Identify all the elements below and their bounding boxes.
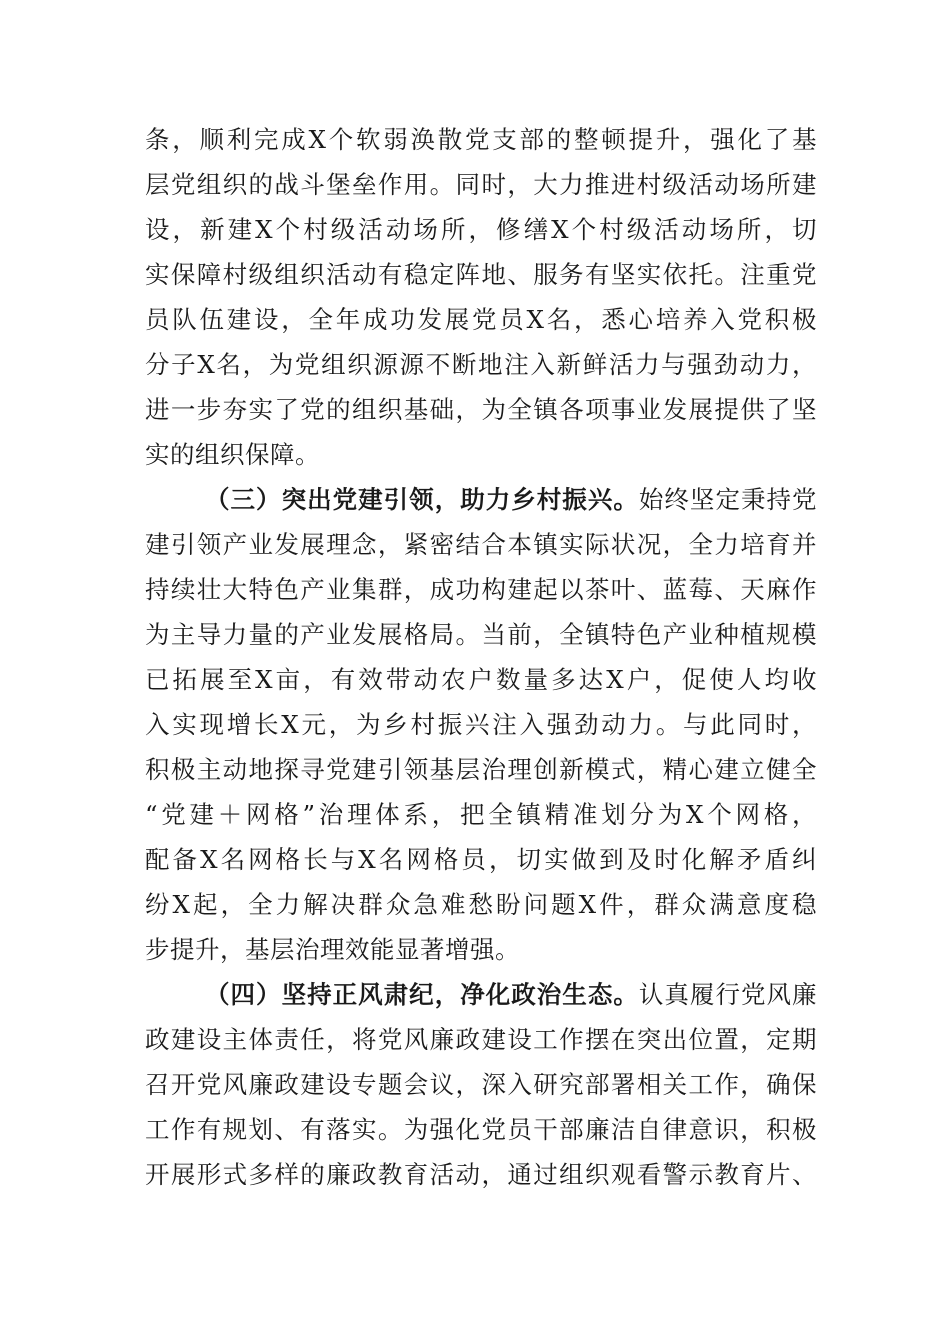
text-line: 开展形式多样的廉政教育活动，通过组织观看警示教育片、 bbox=[145, 1160, 817, 1189]
text-line: “党建＋网格”治理体系，把全镇精准划分为X个网格， bbox=[145, 800, 817, 829]
paragraph-1 bbox=[145, 117, 817, 477]
text-line: 实保障村级组织活动有稳定阵地、服务有坚实依托。注重党 bbox=[145, 260, 817, 289]
text-line: 入实现增长X元，为乡村振兴注入强劲动力。与此同时， bbox=[145, 710, 817, 739]
text-line: 步提升，基层治理效能显著增强。 bbox=[145, 935, 520, 964]
text-line: 条，顺利完成X个软弱涣散党支部的整顿提升，强化了基 bbox=[145, 125, 817, 154]
text-line: 实的组织保障。 bbox=[145, 440, 320, 469]
section-heading-4: （四）坚持正风肃纪，净化政治生态。 bbox=[205, 980, 639, 1009]
text-line: 工作有规划、有落实。为强化党员干部廉洁自律意识，积极 bbox=[145, 1115, 817, 1144]
text-line: 纷X起，全力解决群众急难愁盼问题X件，群众满意度稳 bbox=[145, 890, 817, 919]
text-line: 持续壮大特色产业集群，成功构建起以茶叶、蓝莓、天麻作 bbox=[145, 575, 817, 604]
text-run: 认真履行党风廉 bbox=[638, 980, 818, 1009]
text-line: 建引领产业发展理念，紧密结合本镇实际状况，全力培育并 bbox=[145, 530, 817, 559]
text-line: 为主导力量的产业发展格局。当前，全镇特色产业种植规模 bbox=[145, 620, 817, 649]
paragraph-first-line bbox=[145, 972, 817, 1017]
paragraph-2 bbox=[145, 477, 817, 972]
text-line: 积极主动地探寻党建引领基层治理创新模式，精心建立健全 bbox=[145, 755, 817, 784]
text-line: 配备X名网格长与X名网格员，切实做到及时化解矛盾纠 bbox=[145, 845, 817, 874]
text-line: 进一步夯实了党的组织基础，为全镇各项事业发展提供了坚 bbox=[145, 395, 817, 424]
text-line: 已拓展至X亩，有效带动农户数量多达X户，促使人均收 bbox=[145, 665, 817, 694]
section-heading-3: （三）突出党建引领，助力乡村振兴。 bbox=[205, 485, 639, 514]
text-line: 设，新建X个村级活动场所，修缮X个村级活动场所，切 bbox=[145, 215, 817, 244]
text-line: 政建设主体责任，将党风廉政建设工作摆在突出位置，定期 bbox=[145, 1025, 817, 1054]
paragraph-3 bbox=[145, 972, 817, 1197]
document-body bbox=[145, 117, 817, 1197]
paragraph-first-line bbox=[145, 477, 817, 522]
text-line: 层党组织的战斗堡垒作用。同时，大力推进村级活动场所建 bbox=[145, 170, 817, 199]
text-line: 召开党风廉政建设专题会议，深入研究部署相关工作，确保 bbox=[145, 1070, 817, 1099]
text-line: 员队伍建设，全年成功发展党员X名，悉心培养入党积极 bbox=[145, 305, 817, 334]
text-run: 始终坚定秉持党 bbox=[638, 485, 818, 514]
text-line: 分子X名，为党组织源源不断地注入新鲜活力与强劲动力， bbox=[145, 350, 817, 379]
